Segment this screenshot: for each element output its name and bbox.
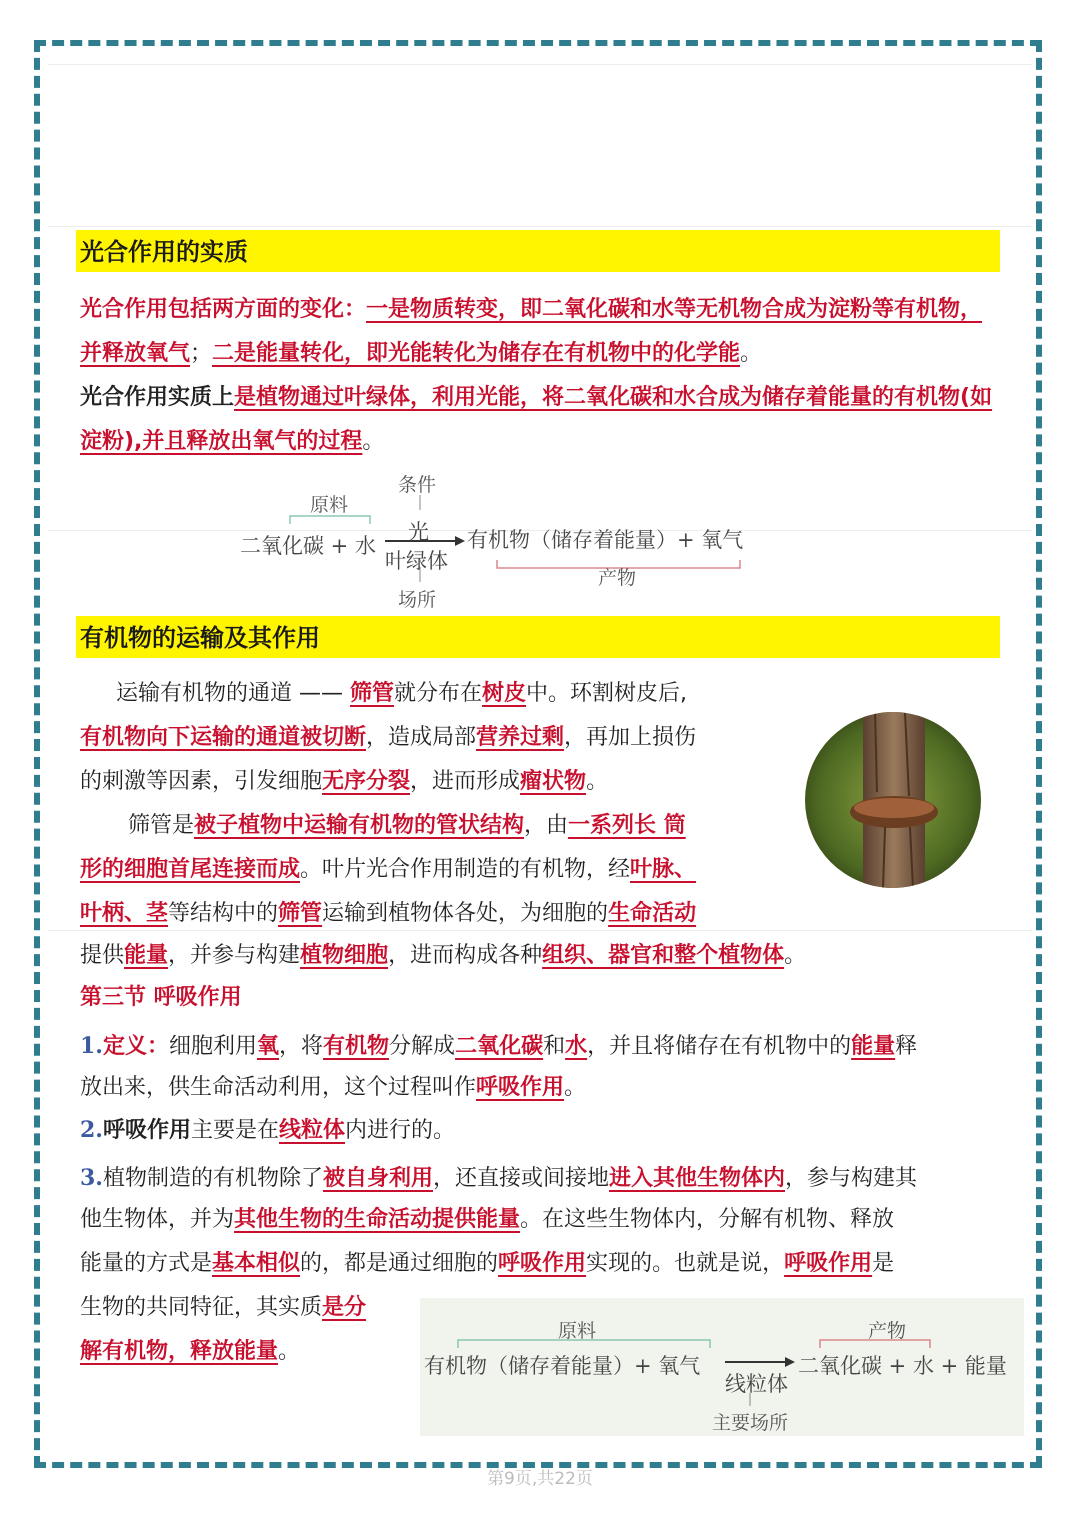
text-segment: 能量的方式是 [80,1251,213,1276]
transport-line [80,934,806,978]
text-segment: 。 [586,769,609,794]
highlight-text: 生命活动 [608,901,697,926]
text-segment: 实现的。也就是说， [586,1251,785,1276]
product-label: 产物 [868,1320,907,1342]
transport-line [116,672,687,716]
transport-line [80,760,608,804]
highlight-text: 叶脉、 [630,857,697,882]
highlight-text: 被自身利用 [322,1166,433,1191]
text-segment: ，参与构建其 [785,1166,918,1191]
text-segment: 释 [895,1034,918,1059]
highlight-text: 被子植物中运输有机物的管状结构 [194,813,525,838]
text-segment: 运输有机物的通道 —— [116,681,350,706]
period: 。 [740,341,763,366]
separator: ； [190,341,213,366]
highlight-text: 进入其他生物体内 [609,1166,786,1191]
highlight-text: 是植物通过叶绿体，利用光能，将二氧化碳和水合成为储存着能量的有机物(如淀粉),并且释放出氧气的过程 [80,385,993,454]
text-segment: 和 [543,1034,566,1059]
text-segment: 放出来，供生命活动利用，这个过程叫作 [80,1075,477,1100]
highlight-text: 基本相似 [212,1251,301,1276]
text-segment: 细胞利用 [168,1034,257,1059]
term-label: 呼吸作用 [102,1118,191,1143]
term-label: 定义： [102,1034,169,1059]
highlight-text: 树皮 [482,681,527,706]
highlight-text: 一是物质转变，即二氧化碳和水等无机物合成为淀粉等有机物，并释放氧气 [80,297,983,366]
highlight-text: 能量 [124,943,169,968]
highlight-text: 有机物 [323,1034,390,1059]
raw-material-label: 原料 [310,494,349,516]
highlight-text: 呼吸作用 [476,1075,565,1100]
respiration-line [80,1330,300,1374]
highlight-text: 营养过剩 [476,725,565,750]
text-segment: 的刺激等因素，引发细胞 [80,769,323,794]
respiration-line [80,1108,455,1153]
text-segment: 生物的共同特征，其实质 [80,1295,323,1320]
text-segment: ，还直接或间接地 [433,1166,610,1191]
text-segment: ，进而构成各种 [388,943,543,968]
section-title-respiration: 第三节 呼吸作用 [80,985,242,1010]
reactants: 有机物（储存着能量）+ 氧气 [424,1354,701,1378]
highlight-text: 解有机物，释放能量 [80,1339,279,1364]
raw-material-label: 原料 [558,1320,597,1342]
text-segment: 的，都是通过细胞的 [300,1251,499,1276]
highlight-text: 无序分裂 [322,769,411,794]
site-label: 场所 [398,589,437,611]
products: 有机物（储存着能量）+ 氧气 [467,528,744,552]
lead-text: 光合作用实质上 [80,385,235,410]
text-segment: 。叶片光合作用制造的有机物，经 [300,857,631,882]
text-segment: 提供 [80,943,125,968]
text-segment: ，造成局部 [366,725,477,750]
transport-line [80,716,696,760]
respiration-line [80,1198,894,1242]
text-segment: 植物制造的有机物除了 [102,1166,323,1191]
highlight-text: 形的细胞首尾连接而成 [80,857,301,882]
respiration-line [80,1024,917,1069]
highlight-text: 呼吸作用 [784,1251,873,1276]
text-segment: 是 [872,1251,895,1276]
text-segment: ，再加上损伤 [564,725,697,750]
transport-line [80,848,696,892]
text-segment: 。在这些生物体内，分解有机物、释放 [520,1207,895,1232]
highlight-text: 有机物向下运输的通道被切断 [80,725,367,750]
highlight-text: 筛管 [278,901,323,926]
transport-line [128,804,686,848]
highlight-text: 是分 [322,1295,367,1320]
section-title-photosynthesis: 光合作用的实质 [76,230,1000,272]
highlight-text: 组织、器官和整个植物体 [542,943,785,968]
products: 二氧化碳 + 水 + 能量 [798,1354,1007,1378]
reactants: 二氧化碳 + 水 [240,534,376,558]
highlight-text: 叶柄、茎 [80,901,169,926]
item-number: 3. [80,1165,103,1191]
text-segment: 分解成 [389,1034,456,1059]
text-segment: ，并且将储存在有机物中的 [587,1034,852,1059]
highlight-text: 呼吸作用 [498,1251,587,1276]
text-segment: 内进行的。 [345,1118,456,1143]
light-condition: 光 [408,520,429,544]
text-segment: 等结构中的 [168,901,279,926]
highlight-text: 二氧化碳 [455,1034,544,1059]
product-label: 产物 [598,567,637,589]
text-segment: ，并参与构建 [168,943,301,968]
item-number: 1. [80,1033,103,1059]
highlight-text: 其他生物的生命活动提供能量 [234,1207,521,1232]
text-segment: ，进而形成 [410,769,521,794]
highlight-text: 植物细胞 [300,943,389,968]
chloroplast-site: 叶绿体 [385,549,448,573]
highlight-text: 一系列长 筒 [568,813,686,838]
period: 。 [362,429,385,454]
highlight-text: 能量 [851,1034,896,1059]
page-footer: 第9页,共22页 [487,1469,593,1489]
text-segment: 中。环割树皮后, [526,681,688,706]
condition-label: 条件 [398,474,437,496]
text-segment: 运输到植物体各处，为细胞的 [322,901,609,926]
text-segment: 就分布在 [394,681,483,706]
item-number: 2. [80,1117,103,1143]
respiration-equation [420,1298,1024,1436]
highlight-text: 二是能量转化，即光能转化为储存在有机物中的化学能 [212,341,741,366]
respiration-line [80,1286,366,1330]
text-segment: 主要是在 [190,1118,279,1143]
text-segment: 他生物体，并为 [80,1207,235,1232]
mitochondria-site: 线粒体 [725,1372,788,1396]
highlight-text: 水 [565,1034,588,1059]
respiration-line [80,1242,894,1286]
highlight-text: 筛管 [350,681,395,706]
lead-text: 光合作用包括两方面的变化： [80,297,367,322]
text-segment: 。 [278,1339,301,1364]
highlight-text: 瘤状物 [520,769,587,794]
section-title-transport: 有机物的运输及其作用 [76,616,1000,658]
text-segment: 。 [784,943,807,968]
transport-line [80,892,696,936]
text-segment: ，由 [524,813,569,838]
girdled-tree-image [805,712,981,888]
respiration-line [80,1156,917,1201]
highlight-text: 线粒体 [279,1118,346,1143]
respiration-line [80,1066,586,1110]
site-label: 主要场所 [712,1412,789,1434]
text-segment: 筛管是 [128,813,195,838]
text-segment: ，将 [279,1034,324,1059]
text-segment: 。 [564,1075,587,1100]
highlight-text: 氧 [257,1034,280,1059]
